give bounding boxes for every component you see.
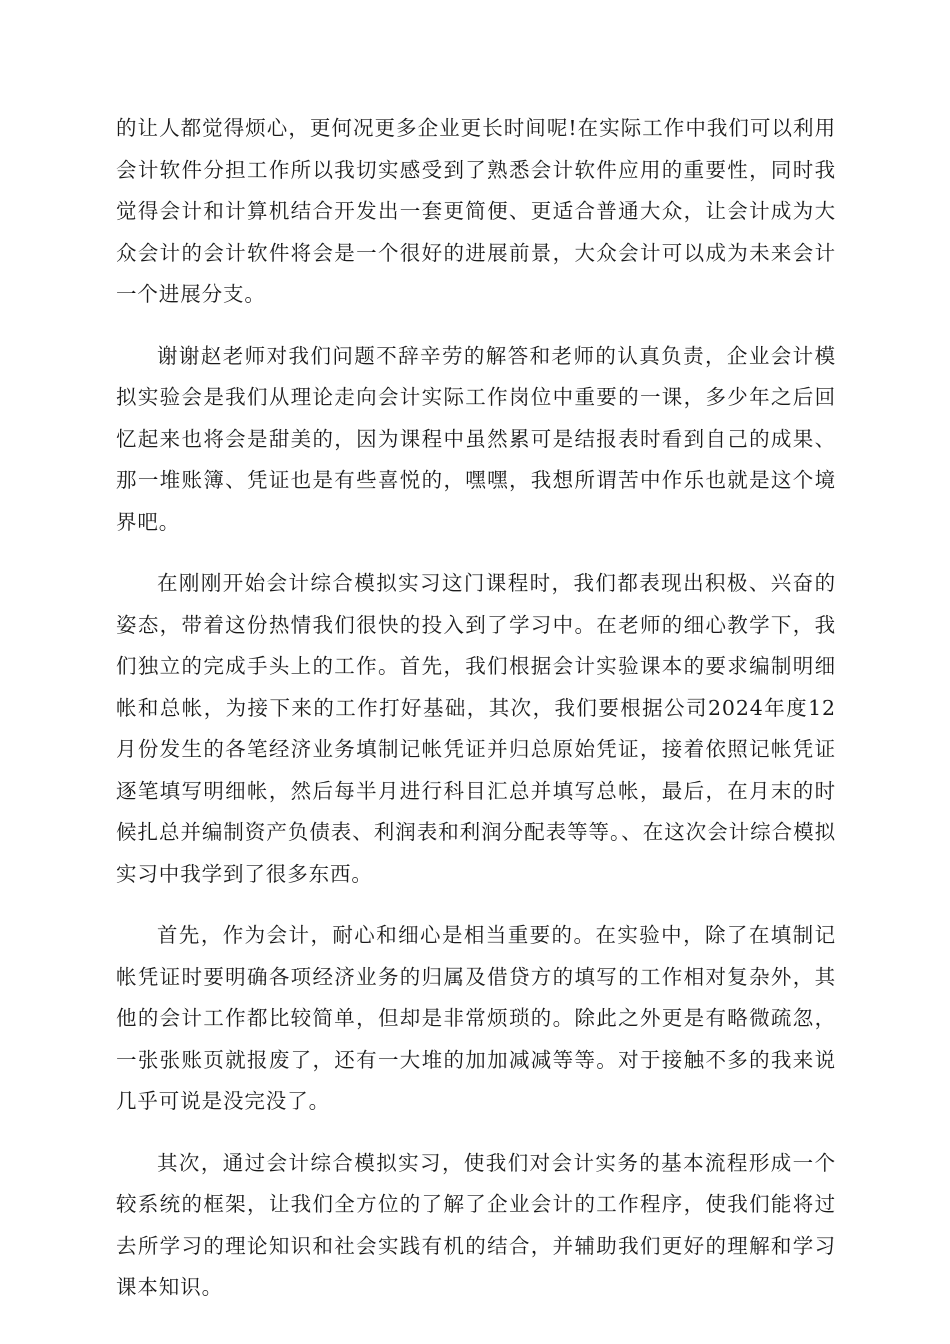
paragraph-2: 谢谢赵老师对我们问题不辞辛劳的解答和老师的认真负责，企业会计模拟实验会是我们从理论走向会计实际工作岗位中重要的一课，多少年之后回忆起来也将会是甜美的，因为课程中虽然累可是结报表时看到自己的成果、那一堆账簿、凭证也是有些喜悦的，嘿嘿，我想所谓苦中作乐也就是这个境界吧。	[116, 343, 836, 534]
paragraph-3: 在刚刚开始会计综合模拟实习这门课程时，我们都表现出积极、兴奋的姿态，带着这份热情我们很快的投入到了学习中。在老师的细心教学下，我们独立的完成手头上的工作。首先，我们根据会计实验课本的要求编制明细帐和总帐，为接下来的工作打好基础，其次，我们要根据公司2024年度12月份发生的各笔经济业务填制记帐凭证并归总原始凭证，接着依照记帐凭证逐笔填写明细帐，然后每半月进行科目汇总并填写总帐，最后，在月末的时候扎总并编制资产负债表、利润表和利润分配表等等。、在这次会计综合模拟实习中我学到了很多东西。	[116, 571, 836, 886]
paragraph-4: 首先，作为会计，耐心和细心是相当重要的。在实验中，除了在填制记帐凭证时要明确各项经济业务的归属及借贷方的填写的工作相对复杂外，其他的会计工作都比较简单，但却是非常烦琐的。除此之外更是有略微疏忽，一张张账页就报废了，还有一大堆的加加减减等等。对于接触不多的我来说几乎可说是没完没了。	[116, 923, 836, 1113]
paragraph-5: 其次，通过会计综合模拟实习，使我们对会计实务的基本流程形成一个较系统的框架，让我们全方位的了解了企业会计的工作程序，使我们能将过去所学习的理论知识和社会实践有机的结合，并辅助我们更好的理解和学习课本知识。	[116, 1150, 836, 1299]
paragraph-1: 的让人都觉得烦心，更何况更多企业更长时间呢!在实际工作中我们可以利用会计软件分担工作所以我切实感受到了熟悉会计软件应用的重要性，同时我觉得会计和计算机结合开发出一套更简便、更适合普通大众，让会计成为大众会计的会计软件将会是一个很好的进展前景，大众会计可以成为未来会计一个进展分支。	[116, 116, 836, 306]
document-body	[116, 108, 836, 1329]
